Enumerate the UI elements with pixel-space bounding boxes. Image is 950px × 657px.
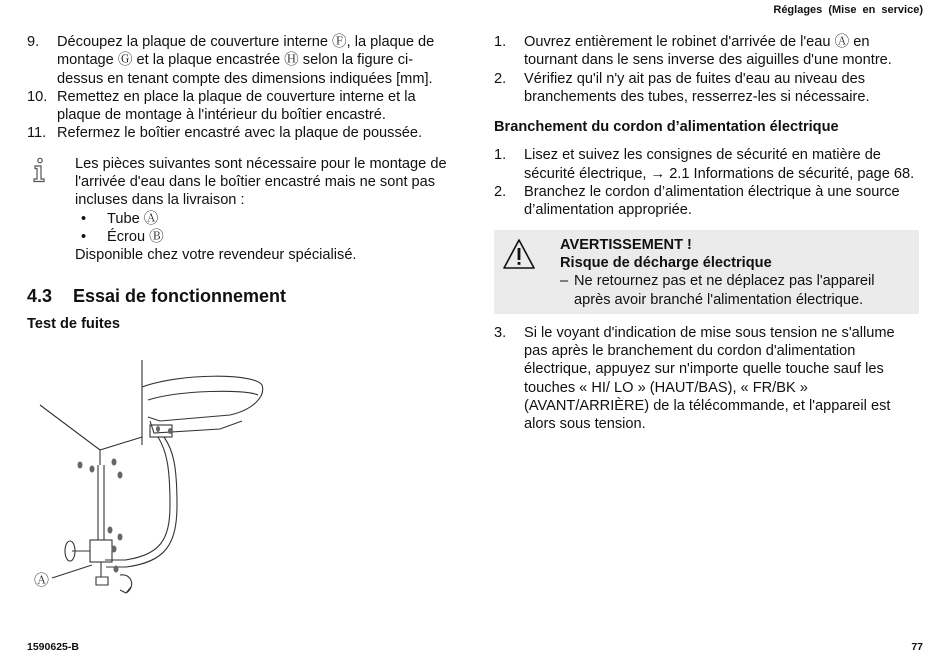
page-number: 77 — [911, 641, 923, 653]
step-item — [494, 146, 919, 183]
step-number: 3. — [494, 324, 507, 341]
bullet-glyph: • — [81, 210, 87, 227]
step-text: Si le voyant d'indication de mise sous tension ne s'allume pas après le branchement du cordon d'alimentation électrique, appuyez sur n'importe quelle touche sauf les touches « HI/ LO » (HAUT/BAS), « FR/BK » (AVANT/ARRIÈRE) de la télécommande, et l'appareil est alors sous tension. — [524, 324, 895, 433]
step-item — [494, 33, 919, 70]
info-icon — [27, 155, 75, 265]
leak-test-illustration — [30, 355, 275, 605]
warning-triangle-icon — [502, 236, 560, 309]
running-header: Réglages (Mise en service) — [773, 4, 923, 16]
info-note — [27, 155, 447, 265]
step-number: 1. — [494, 34, 507, 50]
warning-box — [494, 230, 919, 314]
list-item-text: Tube Ⓐ — [107, 210, 159, 227]
subheading: Branchement du cordon d’alimentation électrique — [494, 119, 839, 136]
step-text: Lisez et suivez les consignes de sécurité en matière de sécurité électrique, → 2.1 Informations de sécurité, page 68. — [524, 147, 915, 182]
step-text: Vérifiez qu'il n'y ait pas de fuites d'eau au niveau des branchements des tubes, resserrez-les si nécessaire. — [524, 70, 870, 105]
step-item — [494, 183, 919, 220]
bullet-glyph: • — [81, 228, 87, 245]
list-item — [75, 228, 447, 246]
step-number: 2. — [494, 184, 507, 201]
list-item — [75, 210, 447, 228]
warning-item — [560, 272, 905, 309]
step-text: Remettez en place la plaque de couverture interne et la plaque de montage à l'intérieur du boîtier encastré. — [57, 88, 416, 124]
step-text: Branchez le cordon d’alimentation électrique à une source d’alimentation appropriée. — [524, 184, 900, 219]
figure-label: Ⓐ — [34, 571, 50, 589]
info-text: Les pièces suivantes sont nécessaire pour le montage de l'arrivée d'eau dans le boîtier encastré mais ne sont pas incluses dans la livraison : — [75, 155, 447, 209]
step-text: Découpez la plaque de couverture interne Ⓕ, la plaque de montage Ⓖ et la plaque encastrée Ⓗ selon la figure ci-dessus en tenant compte des dimensions indiquées [mm]. — [57, 34, 435, 87]
step-item — [494, 70, 919, 107]
step-item — [27, 33, 447, 88]
warning-text: Ne retournez pas et ne déplacez pas l'appareil après avoir branché l'alimentation électrique. — [574, 273, 875, 308]
document-code: 1590625-B — [27, 641, 79, 653]
section-heading — [27, 287, 447, 305]
step-number: 2. — [494, 70, 507, 87]
step-text: Ouvrez entièrement le robinet d'arrivée de l'eau Ⓐ en tournant dans le sens inverse des aiguilles d'une montre. — [524, 34, 892, 69]
step-item — [27, 124, 447, 142]
step-number: 1. — [494, 147, 507, 164]
warning-dash: – — [560, 273, 569, 290]
info-footer: Disponible chez votre revendeur spécialisé. — [75, 247, 357, 264]
warning-subtitle: Risque de décharge électrique — [560, 254, 772, 271]
step-number: 9. — [27, 34, 40, 50]
section-number: 4.3 — [27, 285, 53, 306]
subheading: Test de fuites — [27, 315, 120, 332]
left-column — [27, 33, 447, 333]
step-number: 11. — [27, 125, 47, 142]
warning-title: AVERTISSEMENT ! — [560, 236, 692, 253]
step-item — [27, 88, 447, 125]
right-column — [494, 33, 919, 434]
list-item-text: Écrou Ⓑ — [107, 228, 164, 245]
parts-list — [75, 210, 447, 247]
section-title: Essai de fonctionnement — [73, 285, 287, 306]
step-text: Refermez le boîtier encastré avec la plaque de poussée. — [57, 125, 423, 142]
step-item — [494, 324, 919, 434]
step-number: 10. — [27, 88, 48, 105]
